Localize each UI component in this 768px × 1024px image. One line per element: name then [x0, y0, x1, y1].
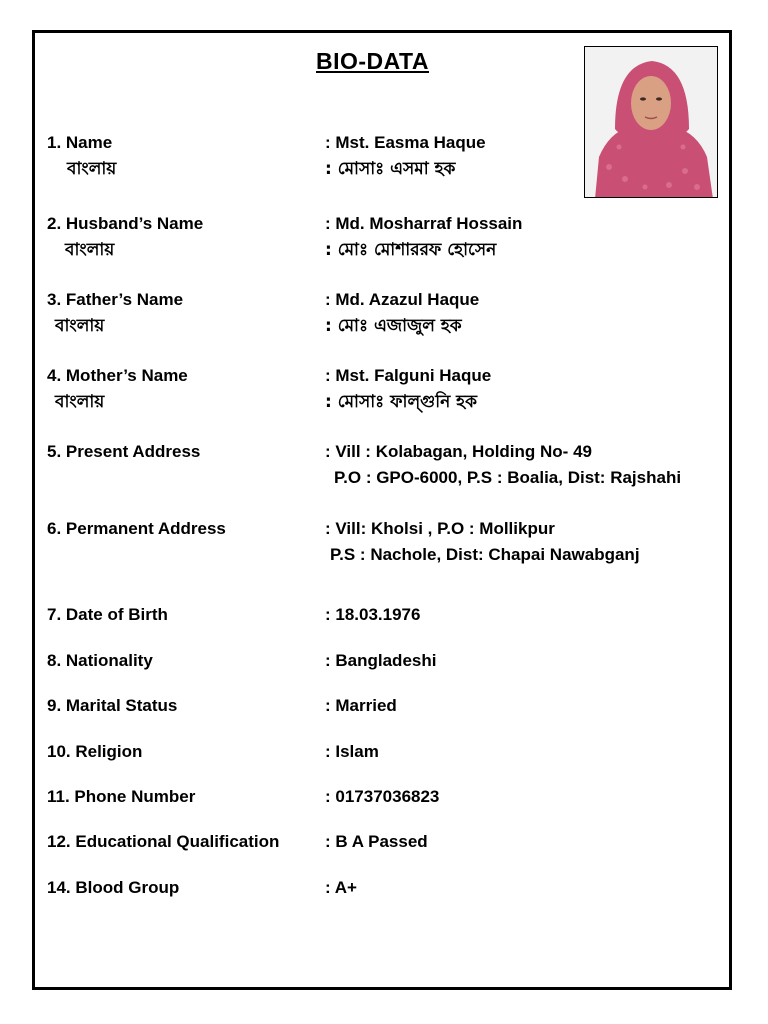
- field-label: 3. Father’s Name: [47, 290, 184, 309]
- field-value: : Vill : Kolabagan, Holding No- 49: [325, 442, 592, 461]
- field-label: 7. Date of Birth: [47, 605, 168, 624]
- field-value: : Married: [325, 696, 397, 715]
- field-label: 10. Religion: [47, 742, 143, 761]
- field-value: : 01737036823: [325, 787, 440, 806]
- field-value: : Md. Mosharraf Hossain: [325, 214, 523, 233]
- field-label: 2. Husband’s Name: [47, 214, 204, 233]
- field-label: 14. Blood Group: [47, 878, 180, 897]
- field-label: 4. Mother’s Name: [47, 366, 188, 385]
- bangla-value: : মোঃ মোশাররফ হোসেন: [325, 240, 497, 260]
- field-label: 1. Name: [47, 133, 113, 152]
- field-label: 6. Permanent Address: [47, 519, 226, 538]
- field-value: : Md. Azazul Haque: [325, 290, 480, 309]
- field-value: : Vill: Kholsi , P.O : Mollikpur: [325, 519, 555, 538]
- field-label: 5. Present Address: [47, 442, 201, 461]
- field-value: : 18.03.1976: [325, 605, 421, 624]
- bangla-label: বাংলায়: [67, 159, 117, 179]
- field-label: 12. Educational Qualification: [47, 832, 280, 851]
- field-value: : B A Passed: [325, 832, 428, 851]
- bangla-value: : মোসাঃ ফাল্গুনি হক: [325, 392, 477, 412]
- field-value: : Bangladeshi: [325, 651, 437, 670]
- bangla-label: বাংলায়: [55, 392, 105, 412]
- field-value: : Islam: [325, 742, 379, 761]
- address-line-2: P.O : GPO-6000, P.S : Boalia, Dist: Rajshahi: [334, 468, 682, 487]
- field-value: : Mst. Falguni Haque: [325, 366, 492, 385]
- bangla-value: : মোসাঃ এসমা হক: [325, 159, 456, 179]
- address-line-2: P.S : Nachole, Dist: Chapai Nawabganj: [330, 545, 640, 564]
- field-label: 8. Nationality: [47, 651, 153, 670]
- bangla-value: : মোঃ এজাজুল হক: [325, 316, 462, 336]
- field-label: 11. Phone Number: [47, 787, 196, 806]
- field-label: 9. Marital Status: [47, 696, 178, 715]
- bangla-label: বাংলায়: [65, 240, 115, 260]
- document-title: BIO-DATA: [316, 48, 430, 74]
- portrait-photo: [584, 46, 718, 198]
- bangla-label: বাংলায়: [55, 316, 105, 336]
- field-value: : A+: [325, 878, 357, 897]
- field-value: : Mst. Easma Haque: [325, 133, 486, 152]
